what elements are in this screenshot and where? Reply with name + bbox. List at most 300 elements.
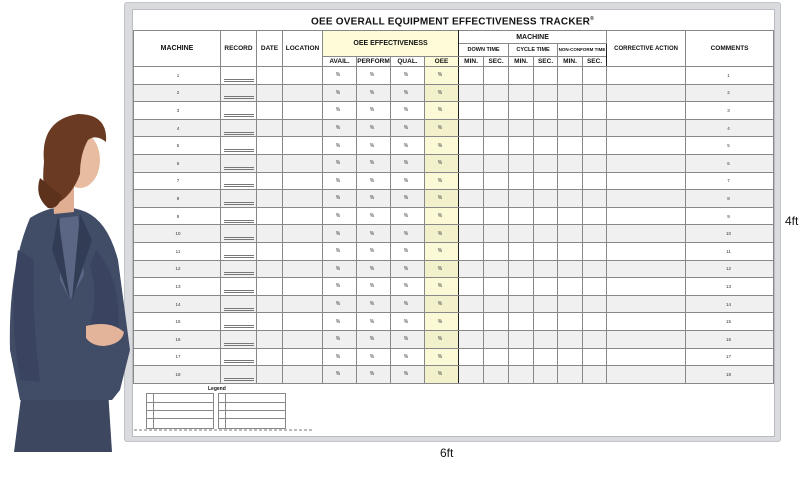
down-min-cell (459, 313, 484, 331)
nonconform-sec-cell (583, 366, 607, 384)
qual-cell: % (391, 366, 425, 384)
row-number-left: 7 (134, 172, 221, 190)
corrective-action-cell (607, 207, 686, 225)
table-row (134, 137, 774, 155)
perform-cell: % (357, 348, 391, 366)
avail-cell: % (323, 154, 357, 172)
perform-cell: % (357, 225, 391, 243)
down-sec-cell (484, 330, 509, 348)
row-number-right: 18 (686, 366, 774, 384)
cycle-sec-cell (534, 137, 558, 155)
record-line (224, 290, 254, 293)
nonconform-min-cell (558, 313, 583, 331)
row-number-left: 12 (134, 260, 221, 278)
avail-header: AVAIL. (323, 57, 357, 67)
qual-header: QUAL. (391, 57, 425, 67)
down-sec-cell (484, 137, 509, 155)
row-number-left: 3 (134, 102, 221, 120)
cycle-min-cell (509, 67, 534, 85)
table-row (134, 84, 774, 102)
corrective-action-cell (607, 348, 686, 366)
cycle-min-cell (509, 260, 534, 278)
row-number-right: 4 (686, 119, 774, 137)
qual-cell: % (391, 313, 425, 331)
record-cell (221, 207, 257, 225)
cycle-sec-cell (534, 260, 558, 278)
row-number-right: 1 (686, 67, 774, 85)
row-number-right: 7 (686, 172, 774, 190)
nonconform-sec-cell (583, 295, 607, 313)
nonconform-min-header: MIN. (558, 57, 583, 67)
down-min-header: MIN. (459, 57, 484, 67)
nonconform-sec-cell (583, 84, 607, 102)
nonconform-min-cell (558, 207, 583, 225)
record-line (224, 79, 254, 82)
record-line (224, 202, 254, 205)
avail-cell: % (323, 366, 357, 384)
perform-cell: % (357, 330, 391, 348)
date-cell (257, 313, 283, 331)
cycle-min-cell (509, 225, 534, 243)
row-number-right: 16 (686, 330, 774, 348)
cycle-min-header: MIN. (509, 57, 534, 67)
location-cell (283, 67, 323, 85)
corrective-action-cell (607, 137, 686, 155)
table-row (134, 172, 774, 190)
record-line (224, 343, 254, 346)
corrective-action-cell (607, 172, 686, 190)
perform-cell: % (357, 278, 391, 296)
row-number-left: 15 (134, 313, 221, 331)
avail-cell: % (323, 137, 357, 155)
nonconform-sec-cell (583, 154, 607, 172)
qual-cell: % (391, 102, 425, 120)
nonconform-sec-cell (583, 242, 607, 260)
down-sec-cell (484, 313, 509, 331)
date-cell (257, 102, 283, 120)
cycle-sec-cell (534, 295, 558, 313)
nonconform-sec-cell (583, 313, 607, 331)
record-line (224, 378, 254, 381)
cycle-sec-cell (534, 207, 558, 225)
oee-cell: % (425, 225, 459, 243)
oee-cell: % (425, 84, 459, 102)
date-cell (257, 190, 283, 208)
record-line (224, 255, 254, 258)
corrective-action-cell (607, 313, 686, 331)
corrective-action-cell (607, 84, 686, 102)
record-line (224, 237, 254, 240)
down-sec-cell (484, 225, 509, 243)
table-row (134, 330, 774, 348)
nonconform-min-cell (558, 154, 583, 172)
avail-cell: % (323, 313, 357, 331)
qual-cell: % (391, 260, 425, 278)
record-cell (221, 119, 257, 137)
legend-box-right (218, 393, 286, 429)
nonconform-min-cell (558, 67, 583, 85)
oee-cell: % (425, 348, 459, 366)
row-number-right: 5 (686, 137, 774, 155)
record-line (224, 167, 254, 170)
record-line (224, 114, 254, 117)
record-line (224, 149, 254, 152)
record-line (224, 96, 254, 99)
record-cell (221, 172, 257, 190)
down-min-cell (459, 172, 484, 190)
table-row (134, 102, 774, 120)
row-number-left: 14 (134, 295, 221, 313)
qual-cell: % (391, 348, 425, 366)
nonconform-sec-cell (583, 348, 607, 366)
location-cell (283, 313, 323, 331)
oee-cell: % (425, 313, 459, 331)
presenter-woman-image (0, 100, 140, 460)
oee-cell: % (425, 172, 459, 190)
date-cell (257, 67, 283, 85)
nonconform-min-cell (558, 119, 583, 137)
record-cell (221, 137, 257, 155)
oee-cell: % (425, 242, 459, 260)
perform-cell: % (357, 119, 391, 137)
cycle-sec-cell (534, 278, 558, 296)
table-row (134, 260, 774, 278)
cycle-min-cell (509, 278, 534, 296)
cycle-min-cell (509, 190, 534, 208)
record-cell (221, 330, 257, 348)
down-min-cell (459, 67, 484, 85)
oee-cell: % (425, 366, 459, 384)
location-cell (283, 119, 323, 137)
cycle-min-cell (509, 366, 534, 384)
board-title: OEE OVERALL EQUIPMENT EFFECTIVENESS TRACKER® (311, 16, 594, 28)
qual-cell: % (391, 84, 425, 102)
nonconform-sec-cell (583, 137, 607, 155)
qual-cell: % (391, 67, 425, 85)
oee-cell: % (425, 190, 459, 208)
nonconform-sec-cell (583, 67, 607, 85)
nonconform-min-cell (558, 225, 583, 243)
tracker-rows (134, 67, 774, 384)
record-header: RECORD (221, 31, 257, 67)
oee-cell: % (425, 207, 459, 225)
nonconform-min-cell (558, 295, 583, 313)
non-conform-time-header: NON-CONFORM TIME (558, 44, 607, 57)
row-number-left: 10 (134, 225, 221, 243)
location-cell (283, 102, 323, 120)
cycle-sec-cell (534, 84, 558, 102)
nonconform-sec-cell (583, 260, 607, 278)
record-cell (221, 102, 257, 120)
perform-cell: % (357, 172, 391, 190)
record-line (224, 272, 254, 275)
oee-cell: % (425, 330, 459, 348)
record-cell (221, 313, 257, 331)
table-row (134, 313, 774, 331)
comments-header: COMMENTS (686, 31, 774, 67)
corrective-action-cell (607, 190, 686, 208)
qual-cell: % (391, 225, 425, 243)
qual-cell: % (391, 207, 425, 225)
cycle-sec-cell (534, 154, 558, 172)
date-cell (257, 225, 283, 243)
down-min-cell (459, 154, 484, 172)
row-number-left: 18 (134, 366, 221, 384)
date-cell (257, 278, 283, 296)
corrective-action-cell (607, 260, 686, 278)
table-row (134, 295, 774, 313)
location-cell (283, 84, 323, 102)
avail-cell: % (323, 119, 357, 137)
qual-cell: % (391, 330, 425, 348)
date-cell (257, 242, 283, 260)
perform-cell: % (357, 207, 391, 225)
row-number-left: 2 (134, 84, 221, 102)
cycle-sec-cell (534, 330, 558, 348)
table-row (134, 119, 774, 137)
cycle-min-cell (509, 242, 534, 260)
location-cell (283, 225, 323, 243)
nonconform-min-cell (558, 102, 583, 120)
cycle-sec-cell (534, 119, 558, 137)
table-row (134, 190, 774, 208)
perform-cell: % (357, 137, 391, 155)
avail-cell: % (323, 295, 357, 313)
oee-cell: % (425, 102, 459, 120)
date-cell (257, 137, 283, 155)
avail-cell: % (323, 102, 357, 120)
nonconform-sec-cell (583, 190, 607, 208)
qual-cell: % (391, 154, 425, 172)
down-sec-cell (484, 102, 509, 120)
nonconform-sec-cell (583, 119, 607, 137)
location-header: LOCATION (283, 31, 323, 67)
date-cell (257, 154, 283, 172)
height-dimension: 4ft (785, 214, 799, 228)
cycle-min-cell (509, 330, 534, 348)
record-cell (221, 242, 257, 260)
location-cell (283, 366, 323, 384)
nonconform-min-cell (558, 260, 583, 278)
down-sec-cell (484, 67, 509, 85)
nonconform-min-cell (558, 137, 583, 155)
avail-cell: % (323, 348, 357, 366)
record-line (224, 132, 254, 135)
qual-cell: % (391, 278, 425, 296)
location-cell (283, 207, 323, 225)
record-cell (221, 366, 257, 384)
nonconform-min-cell (558, 348, 583, 366)
date-header: DATE (257, 31, 283, 67)
qual-cell: % (391, 190, 425, 208)
legend-title: Legend (208, 386, 226, 392)
nonconform-sec-cell (583, 330, 607, 348)
down-sec-cell (484, 154, 509, 172)
record-cell (221, 260, 257, 278)
table-row (134, 278, 774, 296)
record-cell (221, 348, 257, 366)
location-cell (283, 295, 323, 313)
record-cell (221, 154, 257, 172)
down-min-cell (459, 278, 484, 296)
location-cell (283, 278, 323, 296)
oee-effectiveness-header: OEE EFFECTIVENESS (323, 31, 459, 57)
record-line (224, 308, 254, 311)
down-sec-cell (484, 207, 509, 225)
corrective-action-header: CORRECTIVE ACTION (607, 31, 686, 67)
down-sec-cell (484, 190, 509, 208)
date-cell (257, 348, 283, 366)
date-cell (257, 260, 283, 278)
down-sec-cell (484, 295, 509, 313)
cycle-time-header: CYCLE TIME (509, 44, 558, 57)
location-cell (283, 172, 323, 190)
cycle-min-cell (509, 313, 534, 331)
machine-header: MACHINE (134, 31, 221, 67)
record-cell (221, 67, 257, 85)
nonconform-min-cell (558, 172, 583, 190)
legend-box-left (146, 393, 214, 429)
corrective-action-cell (607, 242, 686, 260)
oee-cell: % (425, 278, 459, 296)
table-row (134, 154, 774, 172)
oee-cell: % (425, 154, 459, 172)
down-sec-cell (484, 119, 509, 137)
avail-cell: % (323, 190, 357, 208)
date-cell (257, 84, 283, 102)
record-cell (221, 225, 257, 243)
table-row (134, 207, 774, 225)
table-row (134, 242, 774, 260)
nonconform-min-cell (558, 242, 583, 260)
corrective-action-cell (607, 278, 686, 296)
corrective-action-cell (607, 366, 686, 384)
down-sec-cell (484, 260, 509, 278)
record-cell (221, 84, 257, 102)
row-number-right: 15 (686, 313, 774, 331)
row-number-right: 9 (686, 207, 774, 225)
cycle-sec-cell (534, 172, 558, 190)
row-number-left: 1 (134, 67, 221, 85)
nonconform-sec-cell (583, 172, 607, 190)
date-cell (257, 366, 283, 384)
corrective-action-cell (607, 119, 686, 137)
row-number-right: 10 (686, 225, 774, 243)
row-number-left: 8 (134, 190, 221, 208)
table-row (134, 348, 774, 366)
down-min-cell (459, 84, 484, 102)
avail-cell: % (323, 84, 357, 102)
cycle-sec-cell (534, 242, 558, 260)
nonconform-min-cell (558, 190, 583, 208)
nonconform-min-cell (558, 278, 583, 296)
perform-cell: % (357, 242, 391, 260)
nonconform-sec-cell (583, 278, 607, 296)
cycle-sec-cell (534, 102, 558, 120)
cycle-sec-header: SEC. (534, 57, 558, 67)
down-sec-cell (484, 172, 509, 190)
oee-cell: % (425, 67, 459, 85)
cycle-sec-cell (534, 313, 558, 331)
record-cell (221, 295, 257, 313)
avail-cell: % (323, 330, 357, 348)
cycle-sec-cell (534, 225, 558, 243)
qual-cell: % (391, 242, 425, 260)
down-min-cell (459, 137, 484, 155)
corrective-action-cell (607, 102, 686, 120)
down-sec-cell (484, 242, 509, 260)
down-min-cell (459, 330, 484, 348)
legend (146, 386, 286, 430)
down-time-header: DOWN TIME (459, 44, 509, 57)
nonconform-sec-cell (583, 207, 607, 225)
qual-cell: % (391, 172, 425, 190)
cycle-min-cell (509, 207, 534, 225)
down-sec-cell (484, 278, 509, 296)
location-cell (283, 190, 323, 208)
row-number-right: 3 (686, 102, 774, 120)
location-cell (283, 137, 323, 155)
record-line (224, 184, 254, 187)
date-cell (257, 172, 283, 190)
avail-cell: % (323, 67, 357, 85)
corrective-action-cell (607, 154, 686, 172)
perform-header: PERFORM (357, 58, 390, 65)
cycle-min-cell (509, 348, 534, 366)
cycle-min-cell (509, 137, 534, 155)
row-number-right: 12 (686, 260, 774, 278)
location-cell (283, 242, 323, 260)
row-number-right: 6 (686, 154, 774, 172)
row-number-left: 9 (134, 207, 221, 225)
row-number-right: 14 (686, 295, 774, 313)
perform-cell: % (357, 313, 391, 331)
corrective-action-cell (607, 330, 686, 348)
record-line (224, 325, 254, 328)
oee-tracker-table (133, 30, 774, 384)
oee-cell: % (425, 295, 459, 313)
down-sec-cell (484, 84, 509, 102)
corrective-action-cell (607, 295, 686, 313)
perform-cell: % (357, 260, 391, 278)
record-cell (221, 278, 257, 296)
row-number-right: 8 (686, 190, 774, 208)
location-cell (283, 260, 323, 278)
row-number-right: 17 (686, 348, 774, 366)
row-number-left: 16 (134, 330, 221, 348)
down-min-cell (459, 242, 484, 260)
nonconform-sec-header: SEC. (583, 57, 607, 67)
corrective-action-cell (607, 225, 686, 243)
avail-cell: % (323, 207, 357, 225)
oee-cell: % (425, 260, 459, 278)
avail-cell: % (323, 225, 357, 243)
perform-cell: % (357, 154, 391, 172)
perform-cell: % (357, 366, 391, 384)
table-row (134, 366, 774, 384)
cycle-sec-cell (534, 366, 558, 384)
perform-cell: % (357, 190, 391, 208)
row-number-left: 4 (134, 119, 221, 137)
qual-cell: % (391, 119, 425, 137)
cycle-min-cell (509, 295, 534, 313)
avail-cell: % (323, 278, 357, 296)
down-min-cell (459, 295, 484, 313)
date-cell (257, 207, 283, 225)
row-number-left: 6 (134, 154, 221, 172)
oee-header: OEE (425, 57, 459, 67)
down-min-cell (459, 260, 484, 278)
